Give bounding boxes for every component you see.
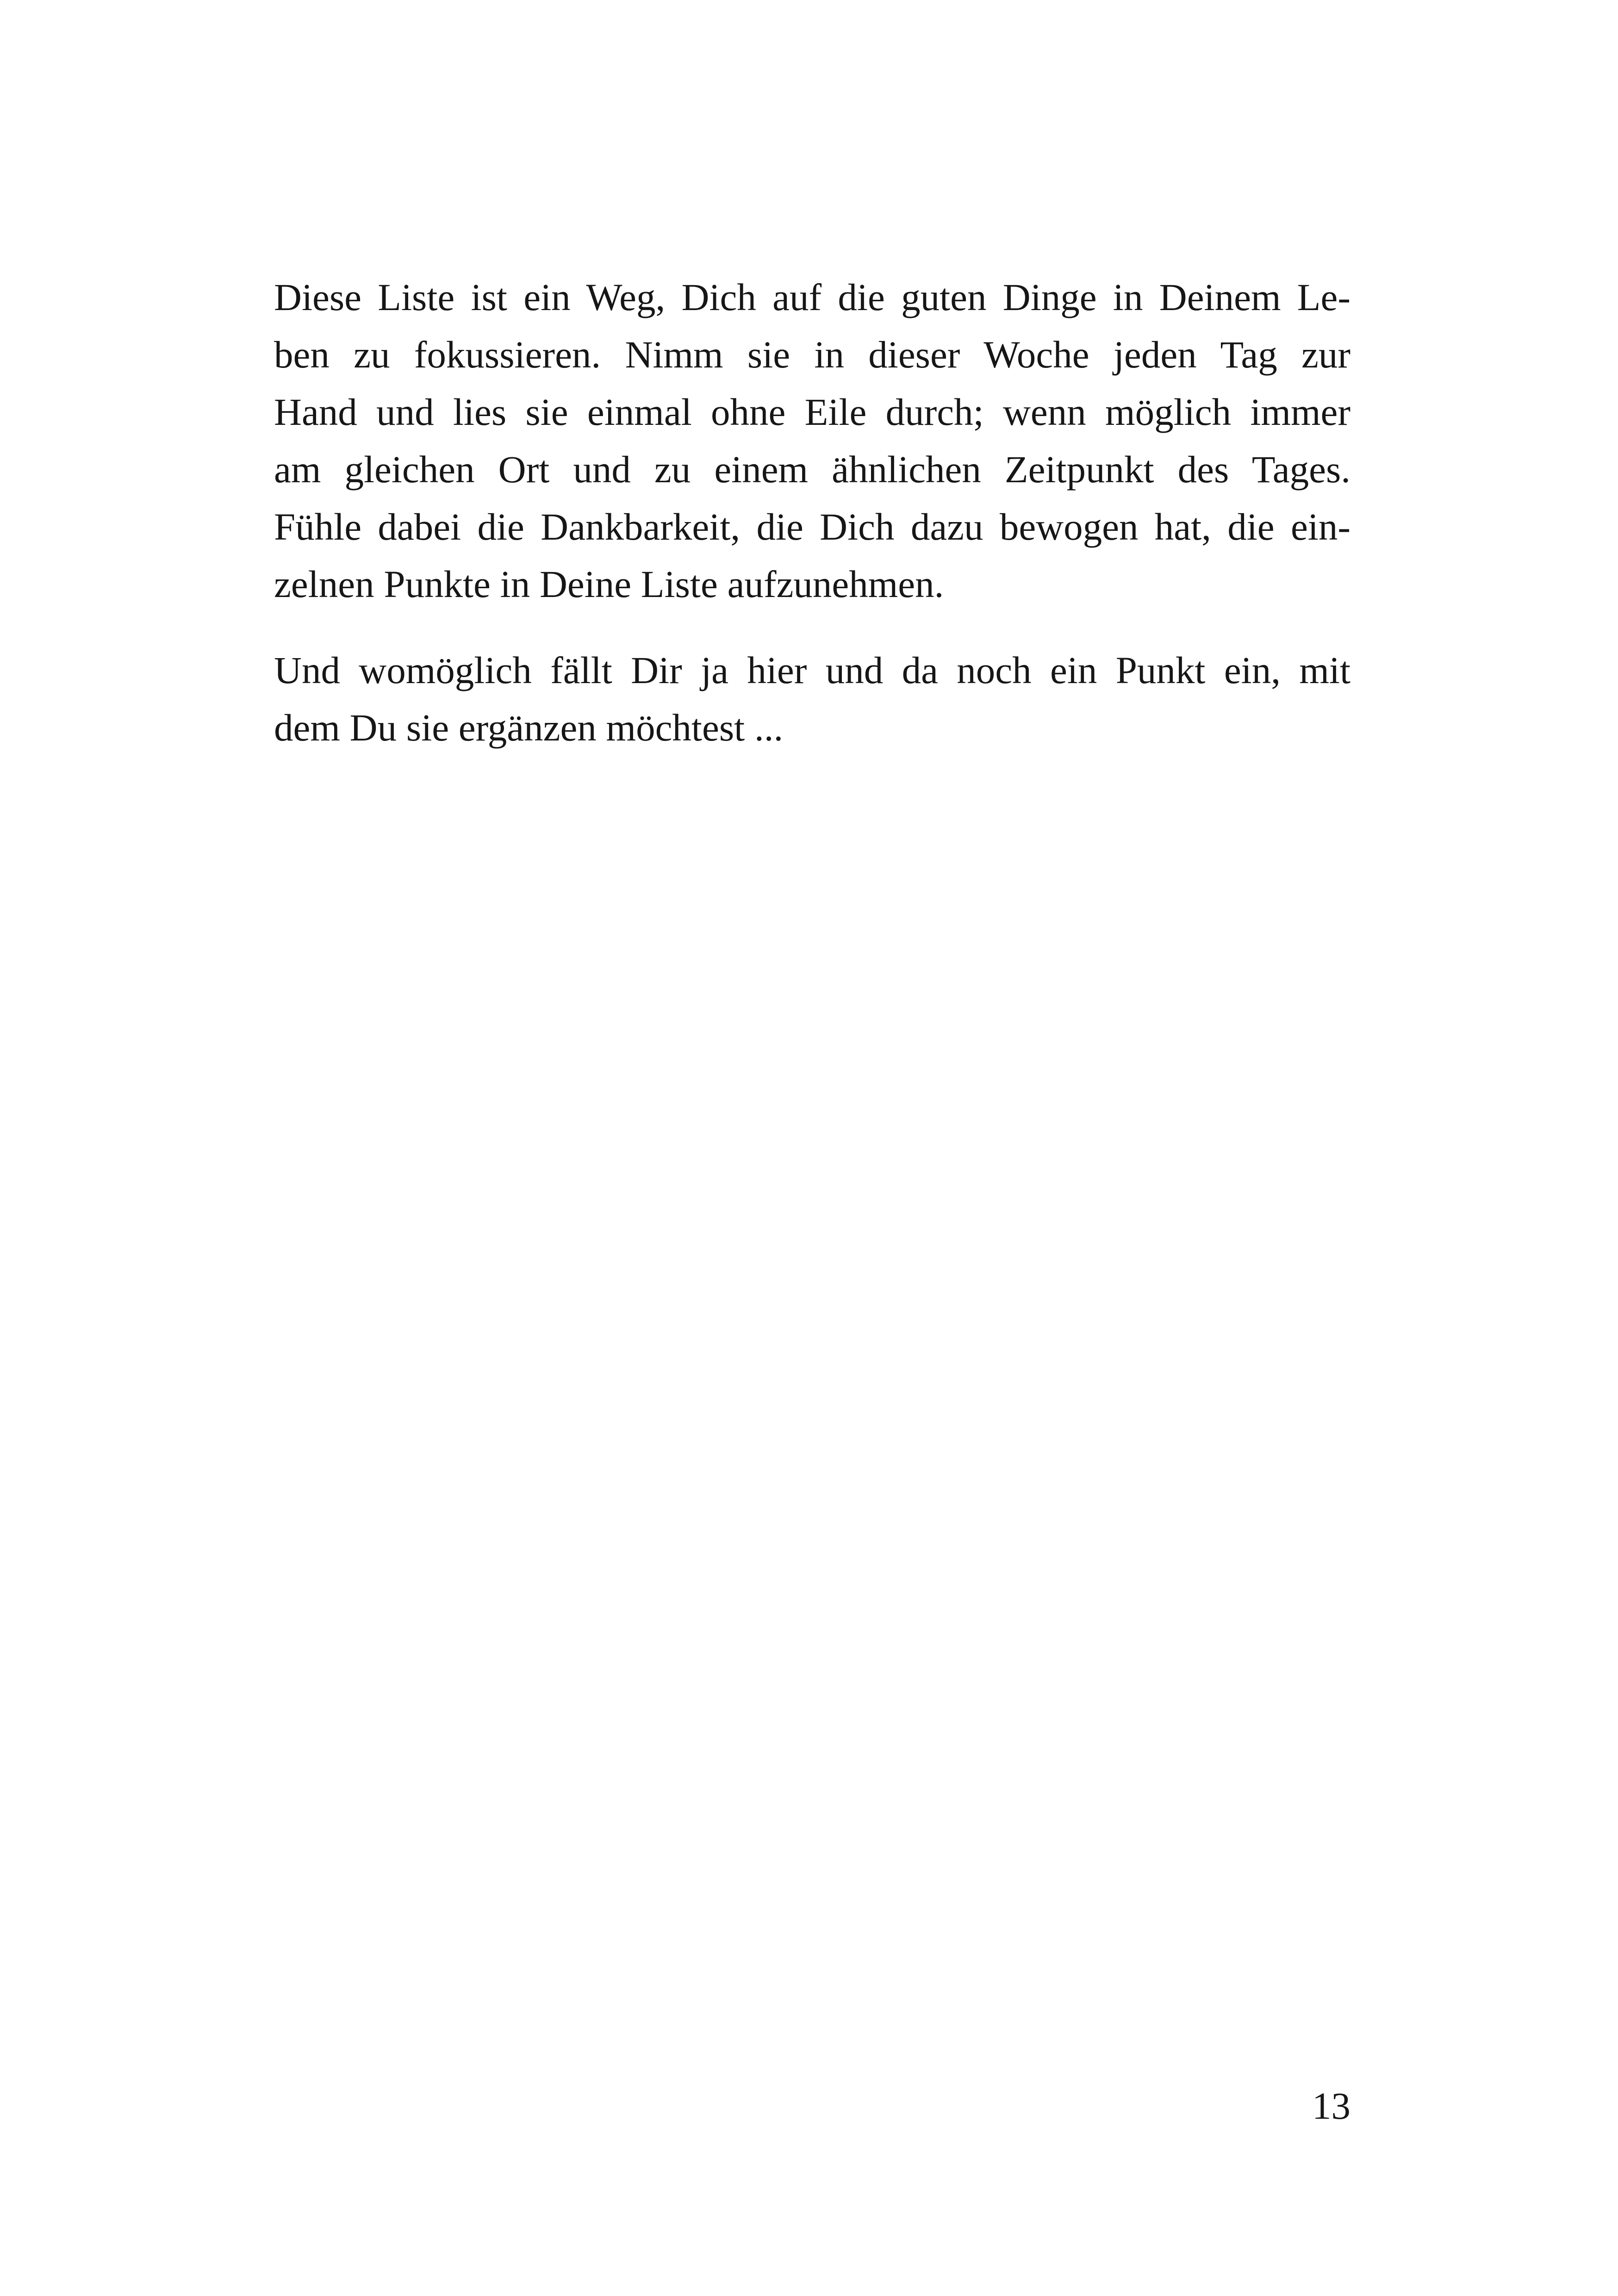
page-number: 13 — [1312, 2084, 1350, 2127]
paragraph-line: ben zu fokussieren. Nimm sie in dieser Woche jeden Tag zur — [274, 333, 1350, 376]
paragraph-line: am gleichen Ort und zu einem ähnlichen Zeitpunkt des Tages. — [274, 448, 1350, 491]
paragraph-1 — [274, 268, 1350, 613]
paragraph-line: Diese Liste ist ein Weg, Dich auf die guten Dinge in Deinem Le- — [274, 276, 1350, 318]
paragraph-line: Hand und lies sie einmal ohne Eile durch; wenn möglich immer — [274, 391, 1350, 433]
paragraph-line: Und womöglich fällt Dir ja hier und da noch ein Punkt ein, mit — [274, 649, 1350, 691]
body-text — [274, 268, 1350, 756]
paragraph-line: dem Du sie ergänzen möchtest ... — [274, 706, 784, 749]
paragraph-line: zelnen Punkte in Deine Liste aufzunehmen. — [274, 563, 944, 605]
paragraph-spacer — [274, 613, 1350, 641]
paragraph-line: Fühle dabei die Dankbarkeit, die Dich dazu bewogen hat, die ein- — [274, 505, 1350, 548]
paragraph-2 — [274, 641, 1350, 756]
